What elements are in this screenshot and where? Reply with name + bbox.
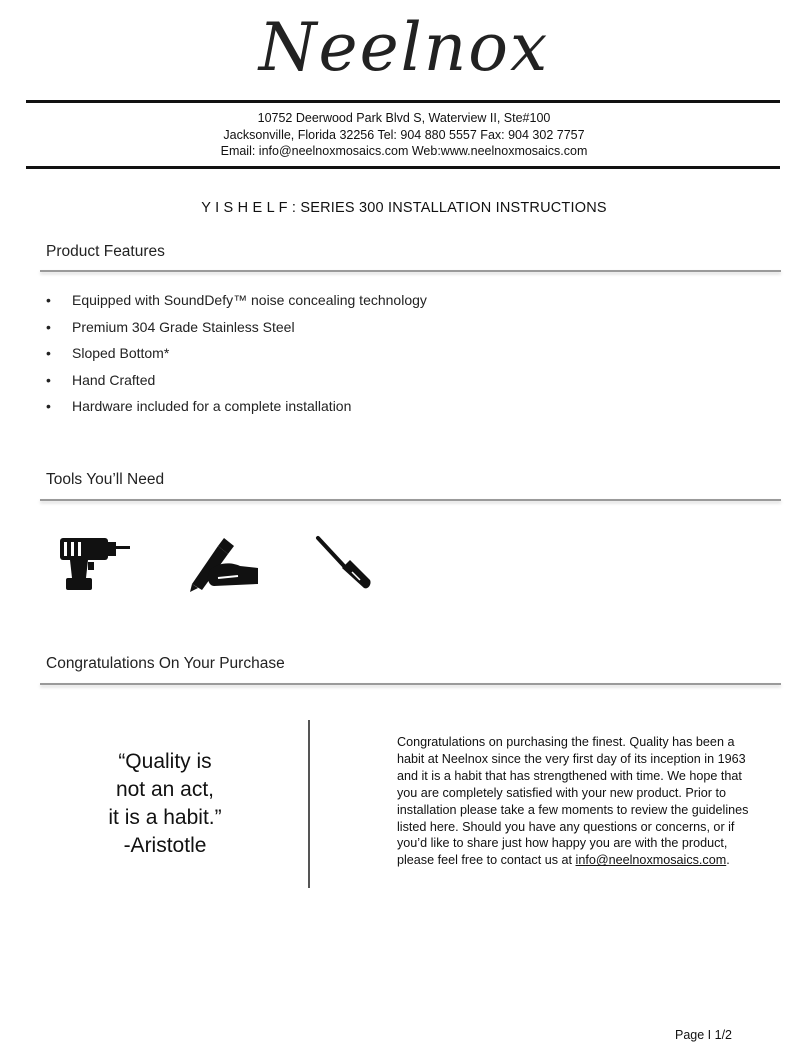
bullet-icon: • bbox=[46, 398, 51, 414]
feature-text: Sloped Bottom* bbox=[72, 345, 170, 361]
section-title-congratulations: Congratulations On Your Purchase bbox=[46, 655, 285, 672]
feature-item bbox=[46, 393, 427, 420]
bullet-icon: • bbox=[46, 318, 51, 335]
email-web-line: Email: info@neelnoxmosaics.com Web:www.neelnoxmosaics.com bbox=[220, 144, 588, 158]
header-top-divider bbox=[26, 100, 780, 103]
feature-item bbox=[46, 367, 427, 394]
document-title: Y I S H E L F : SERIES 300 INSTALLATION INSTRUCTIONS bbox=[201, 200, 607, 216]
feature-text: Premium 304 Grade Stainless Steel bbox=[72, 318, 295, 335]
section-divider bbox=[40, 499, 781, 501]
congrats-paragraph bbox=[397, 734, 757, 869]
screwdriver-icon bbox=[314, 534, 374, 594]
feature-text: Hardware included for a complete installation bbox=[72, 398, 352, 414]
feature-text: Equipped with SoundDefy™ noise concealing technology bbox=[72, 292, 427, 308]
bullet-icon: • bbox=[46, 345, 51, 361]
brand-logo: Neelnox bbox=[258, 9, 550, 86]
quote-author: -Aristotle bbox=[123, 834, 207, 857]
section-title-tools: Tools You’ll Need bbox=[46, 471, 165, 488]
contact-line: Jacksonville, Florida 32256 Tel: 904 880 5557 Fax: 904 302 7757 bbox=[223, 127, 585, 142]
feature-item bbox=[46, 314, 427, 341]
feature-item bbox=[46, 340, 427, 367]
vertical-divider bbox=[308, 720, 310, 888]
bullet-icon: • bbox=[46, 292, 51, 308]
feature-list bbox=[46, 287, 427, 420]
page-number: Page I 1/2 bbox=[675, 1028, 732, 1042]
section-title-product-features: Product Features bbox=[46, 243, 165, 260]
bullet-icon: • bbox=[46, 371, 51, 388]
paragraph-end: . bbox=[726, 853, 730, 868]
quote-line: it is a habit.” bbox=[108, 806, 222, 829]
aristotle-quote bbox=[70, 748, 260, 860]
power-drill-icon bbox=[58, 534, 132, 592]
quote-line: “Quality is bbox=[118, 750, 212, 773]
contact-email-link[interactable]: info@neelnoxmosaics.com bbox=[575, 853, 727, 868]
address-line: 10752 Deerwood Park Blvd S, Waterview II, Ste#100 bbox=[257, 111, 551, 125]
feature-text: Hand Crafted bbox=[72, 371, 156, 388]
pencil-hand-icon bbox=[188, 532, 260, 592]
paragraph-text: Congratulations on purchasing the finest. Quality has been a habit at Neelnox since the very first day of its inception in 1963 and it is a habit that has strengthened with time. We hope that you are completely satisfied with your new product. Prior to installation please take a few moments to review the guidelines listed here. Should you have any questions or concerns, or if you’d like to share just how happy you are with the product, please feel free to contact us at bbox=[397, 735, 749, 868]
section-divider bbox=[40, 683, 781, 685]
quote-line: not an act, bbox=[115, 778, 215, 801]
company-address-block bbox=[0, 110, 808, 160]
feature-item bbox=[46, 287, 427, 314]
header-bottom-divider bbox=[26, 166, 780, 169]
section-divider bbox=[40, 270, 781, 272]
